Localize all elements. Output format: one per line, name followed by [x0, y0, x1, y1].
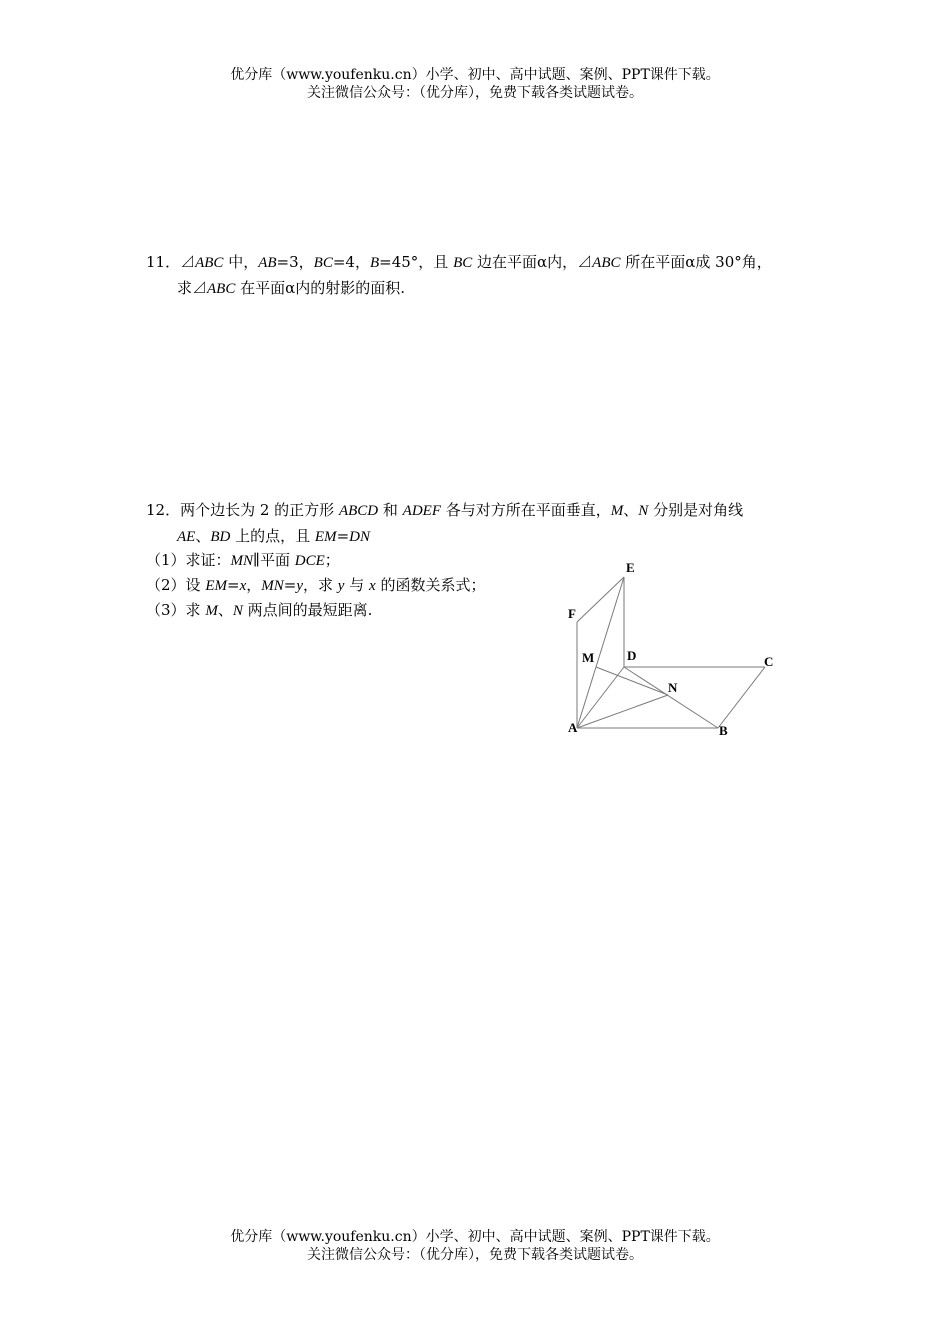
- label-M: M: [582, 650, 595, 665]
- label-D: D: [627, 648, 637, 663]
- q11-line-1: 11．⊿ABC 中，AB=3，BC=4，B=45°，且 BC 边在平面α内，⊿ABC 所在平面α成 30°角，: [146, 253, 772, 271]
- edge-CB: [718, 667, 765, 728]
- q12-part-1: （1）求证：MN∥平面 DCE；: [146, 551, 340, 569]
- segment-MN: [596, 667, 668, 695]
- label-C: C: [764, 654, 774, 669]
- label-E: E: [626, 560, 635, 575]
- footer-line-2: 关注微信公众号：（优分库），免费下载各类试题试卷。: [307, 1247, 643, 1263]
- page-footer: [0, 1228, 950, 1264]
- q12-part-3: （3）求 M、N 两点间的最短距离.: [146, 601, 373, 619]
- diag-BD: [624, 667, 718, 728]
- q11-line-2: 求⊿ABC 在平面α内的射影的面积.: [177, 279, 406, 297]
- q12-line-2: AE、BD 上的点，且 EM=DN: [177, 527, 370, 545]
- label-F: F: [568, 606, 576, 621]
- edge-AD: [577, 667, 624, 728]
- label-N: N: [668, 680, 678, 695]
- segment-AN: [577, 695, 668, 728]
- label-A: A: [568, 720, 578, 735]
- header-line-1: 优分库（www.youfenku.cn）小学、初中、高中试题、案例、PPT课件下载。: [230, 67, 720, 83]
- q12-line-1: 12．两个边长为 2 的正方形 ABCD 和 ADEF 各与对方所在平面垂直，M、N 分别是对角线: [146, 501, 744, 519]
- label-B: B: [719, 723, 728, 738]
- footer-line-1: 优分库（www.youfenku.cn）小学、初中、高中试题、案例、PPT课件下载。: [230, 1229, 720, 1245]
- header-line-2: 关注微信公众号：（优分库），免费下载各类试题试卷。: [307, 85, 643, 101]
- q12-part-2: （2）设 EM=x，MN=y，求 y 与 x 的函数关系式；: [146, 576, 486, 594]
